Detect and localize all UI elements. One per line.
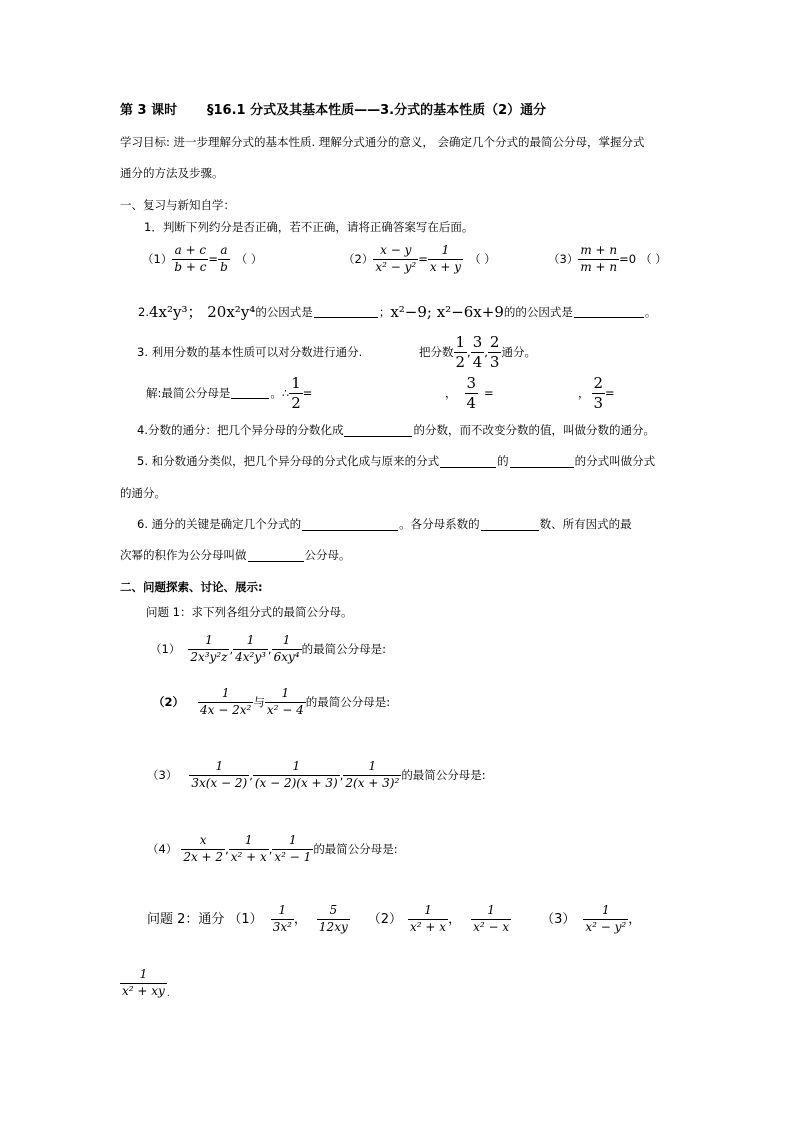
- numerator: 1: [215, 759, 224, 773]
- section1-heading: 一、复习与新知自学：: [120, 198, 235, 212]
- numerator: 3: [472, 333, 483, 351]
- q1-item-2: [343, 244, 496, 275]
- equals-sign: =: [605, 386, 615, 400]
- q5-text-b: 的: [497, 454, 509, 468]
- fraction: [120, 968, 167, 999]
- fraction: [408, 904, 448, 935]
- answer-parens: （ ）: [469, 251, 496, 266]
- denominator: 4x − 2x²: [200, 702, 252, 717]
- fraction: [188, 634, 229, 665]
- equals-sign: =: [484, 386, 494, 400]
- item-tail: 的最简公分母是:: [313, 841, 398, 856]
- comma: ，: [628, 911, 642, 927]
- question-6: [137, 519, 632, 531]
- comma: ,: [267, 641, 272, 656]
- problem-1-item-4: [147, 834, 398, 865]
- q2-number: 2.: [138, 304, 149, 319]
- q2-end: 。: [644, 304, 657, 319]
- denominator: x² − y²: [375, 259, 417, 274]
- period: .: [166, 988, 170, 999]
- answer-blank[interactable]: [314, 307, 378, 318]
- answer-blank[interactable]: [440, 457, 496, 468]
- q2-expr-b: x²−9; x²−6x+9: [390, 303, 504, 321]
- denominator: 2x + 2: [183, 849, 224, 864]
- answer-parens: （ ）: [640, 251, 667, 266]
- q1-item-1: [142, 244, 262, 275]
- denominator: 2x³y²z: [190, 649, 228, 664]
- fraction: [229, 834, 269, 865]
- fraction: [289, 375, 303, 413]
- and-word: 与: [253, 694, 265, 709]
- numerator: 1: [602, 903, 610, 917]
- numerator: 2: [489, 333, 500, 351]
- equals-zero: =0: [619, 251, 637, 266]
- answer-blank[interactable]: [231, 388, 269, 399]
- objective-line-1: 学习目标: 进一步理解分式的基本性质. 理解分式通分的意义， 会确定几个分式的最简公分母，掌握分式: [120, 135, 645, 149]
- question-5: [137, 456, 655, 468]
- numerator: 5: [329, 903, 338, 917]
- numerator: 1: [282, 633, 291, 647]
- denominator: x² − x: [473, 919, 510, 934]
- numerator: 1: [244, 833, 253, 847]
- q4-text-b: 的分数，而不改变分数的值，叫做分数的通分。: [413, 423, 655, 437]
- q6-text-b: 。各分母系数的: [399, 517, 480, 531]
- denominator: 4x²y³: [235, 649, 266, 664]
- question-3-text: 3. 利用分数的基本性质可以对分数进行通分.: [137, 345, 363, 359]
- numerator: m + n: [580, 243, 618, 257]
- item-label: （3）: [541, 911, 576, 927]
- q6-text-c: 数、所有因式的最: [539, 517, 632, 531]
- q5-text-c: 的分式叫做分式: [574, 454, 656, 468]
- numerator: 3: [466, 374, 477, 392]
- numerator: 1: [205, 633, 213, 647]
- fraction: [253, 760, 340, 791]
- fraction: [272, 834, 313, 865]
- fraction: [578, 244, 619, 275]
- q2-expr-a: 4x²y³； 20x²y⁴: [148, 303, 256, 321]
- fraction: [181, 834, 225, 865]
- q6-text-e: 公分母。: [304, 548, 351, 562]
- numerator: a + c: [174, 243, 207, 257]
- comma: ，: [448, 911, 462, 927]
- q1-item-1-label: （1）: [142, 251, 173, 266]
- objective-line-2: 通分的方法及步骤。: [120, 166, 224, 180]
- denominator: x² − 1: [274, 849, 312, 864]
- fraction: [218, 244, 230, 275]
- q1-item-3-label: （3）: [548, 251, 579, 266]
- fraction: [592, 375, 606, 413]
- q2-text-mid: 的公因式是: [255, 304, 313, 319]
- denominator: 3x²: [272, 919, 292, 934]
- answer-blank[interactable]: [510, 457, 574, 468]
- answer-blank[interactable]: [302, 520, 398, 531]
- problem-2: [147, 904, 641, 935]
- comma: ，: [293, 911, 307, 927]
- comma: ,: [484, 345, 488, 359]
- solution-text: 解:最简公分母是: [146, 386, 231, 400]
- problem-2-cont: [120, 968, 170, 999]
- denominator: x + y: [429, 259, 462, 274]
- numerator: 1: [139, 967, 148, 981]
- therefore: 。∴: [270, 386, 290, 400]
- fraction: [189, 760, 249, 791]
- denominator: m + n: [580, 259, 618, 274]
- comma: ,: [268, 841, 273, 856]
- answer-blank[interactable]: [344, 426, 412, 437]
- numerator: 1: [455, 333, 466, 351]
- fraction: [471, 904, 511, 935]
- fraction: [343, 760, 401, 791]
- numerator: 1: [424, 903, 432, 917]
- problem-1-text: 问题 1：求下列各组分式的最简公分母。: [146, 605, 353, 619]
- answer-parens: （ ）: [235, 251, 263, 266]
- q6-text-d: 次幂的积作为公分母叫做: [120, 548, 247, 562]
- item-label: （2）: [153, 694, 185, 709]
- fraction: [454, 334, 468, 372]
- denominator: 4: [472, 353, 483, 372]
- numerator: 1: [246, 633, 255, 647]
- denominator: 2: [291, 394, 301, 413]
- equals-sign: =: [208, 251, 219, 266]
- fraction: [471, 334, 485, 372]
- solution-part-2: [445, 375, 494, 413]
- denominator: (x − 2)(x + 3): [254, 775, 338, 790]
- denominator: 6xy⁴: [273, 649, 300, 664]
- item-tail: 的最简公分母是:: [305, 694, 391, 709]
- q2-text-tail: 的的公因式是: [503, 304, 573, 319]
- q1-item-2-label: （2）: [343, 251, 374, 266]
- fraction: [272, 634, 302, 665]
- q3-label: 把分数: [419, 345, 454, 359]
- numerator: 2: [593, 374, 604, 392]
- denominator: 2: [455, 353, 466, 372]
- page-title: §16.1 分式及其基本性质——3.分式的基本性质（2）通分: [207, 103, 547, 118]
- problem-1-item-2: [153, 687, 390, 718]
- numerator: 1: [441, 243, 450, 257]
- q4-number: 4.: [137, 423, 148, 437]
- fraction: [465, 375, 479, 413]
- comma: ,: [249, 767, 253, 782]
- denominator: x² + x: [410, 919, 447, 934]
- q4-text-a: 分数的通分：把几个异分母的分数化成: [147, 423, 344, 437]
- item-tail: 的最简公分母是:: [401, 767, 486, 782]
- item-label: （1）: [228, 911, 263, 927]
- denominator: 3: [593, 394, 604, 413]
- comma: ，: [445, 386, 457, 400]
- section2-heading: 二、问题探索、讨论、展示:: [120, 580, 263, 594]
- denominator: 3: [489, 353, 500, 372]
- question-1-text: 1．判断下列约分是否正确，若不正确，请将正确答案写在后面。: [144, 220, 474, 234]
- fraction: [172, 244, 208, 275]
- question-4: [137, 425, 655, 437]
- q1-item-3: [548, 244, 667, 275]
- numerator: 1: [221, 686, 230, 700]
- fraction: [198, 687, 253, 718]
- denominator: x² + xy: [122, 983, 165, 998]
- question-6-cont: [120, 550, 351, 562]
- numerator: a: [220, 243, 228, 257]
- numerator: 1: [368, 759, 377, 773]
- q5-text-a: 5. 和分数通分类似，把几个异分母的分式化成与原来的分式: [137, 454, 440, 468]
- denominator: b + c: [174, 259, 207, 274]
- denominator: x² − y²: [585, 919, 627, 934]
- numerator: 1: [291, 374, 301, 392]
- item-label: （1）: [150, 641, 181, 656]
- item-label: （4）: [147, 841, 178, 856]
- comma: ,: [225, 841, 229, 856]
- answer-blank[interactable]: [481, 520, 539, 531]
- comma: ，: [578, 386, 590, 400]
- numerator: x − y: [380, 243, 412, 257]
- q2-sep: ；: [378, 304, 391, 319]
- numerator: 1: [281, 686, 290, 700]
- fraction: [265, 687, 306, 718]
- denominator: b: [220, 259, 228, 274]
- numerator: 1: [487, 903, 495, 917]
- equals-sign: =: [302, 386, 313, 400]
- numerator: 1: [289, 833, 297, 847]
- question-5-cont: 的通分。: [120, 486, 166, 500]
- q3-tail: 通分。: [501, 345, 536, 359]
- denominator: 4: [466, 394, 477, 413]
- question-3-fractions: [419, 334, 536, 372]
- lesson-number: 第 3 课时: [120, 103, 178, 118]
- solution-line: [146, 375, 312, 413]
- question-2: [138, 305, 656, 320]
- answer-blank[interactable]: [248, 551, 304, 562]
- fraction: [488, 334, 502, 372]
- problem-1-item-1: [150, 634, 386, 665]
- fraction: [373, 244, 418, 275]
- q6-text-a: 6. 通分的关键是确定几个分式的: [137, 517, 302, 531]
- fraction: [271, 904, 294, 935]
- fraction: [428, 244, 463, 275]
- answer-blank[interactable]: [574, 307, 644, 318]
- numerator: x: [199, 833, 207, 847]
- denominator: x² + x: [230, 849, 267, 864]
- problem-2-text: 问题 2：通分: [147, 911, 225, 927]
- fraction: [317, 904, 350, 935]
- numerator: 1: [278, 903, 287, 917]
- solution-part-3: [578, 375, 615, 413]
- problem-1-item-3: [147, 760, 486, 791]
- numerator: 1: [292, 759, 301, 773]
- comma: ,: [467, 345, 471, 359]
- fraction: [583, 904, 628, 935]
- item-label: （3）: [147, 767, 178, 782]
- fraction: [233, 634, 268, 665]
- equals-sign: =: [418, 251, 428, 266]
- item-label: （2）: [367, 911, 403, 927]
- comma: ,: [339, 767, 344, 782]
- denominator: x² − 4: [266, 702, 304, 717]
- denominator: 3x(x − 2): [191, 775, 248, 790]
- denominator: 2(x + 3)²: [345, 775, 400, 790]
- denominator: 12xy: [318, 919, 348, 934]
- item-tail: 的最简公分母是:: [301, 641, 386, 656]
- comma: ,: [229, 641, 234, 656]
